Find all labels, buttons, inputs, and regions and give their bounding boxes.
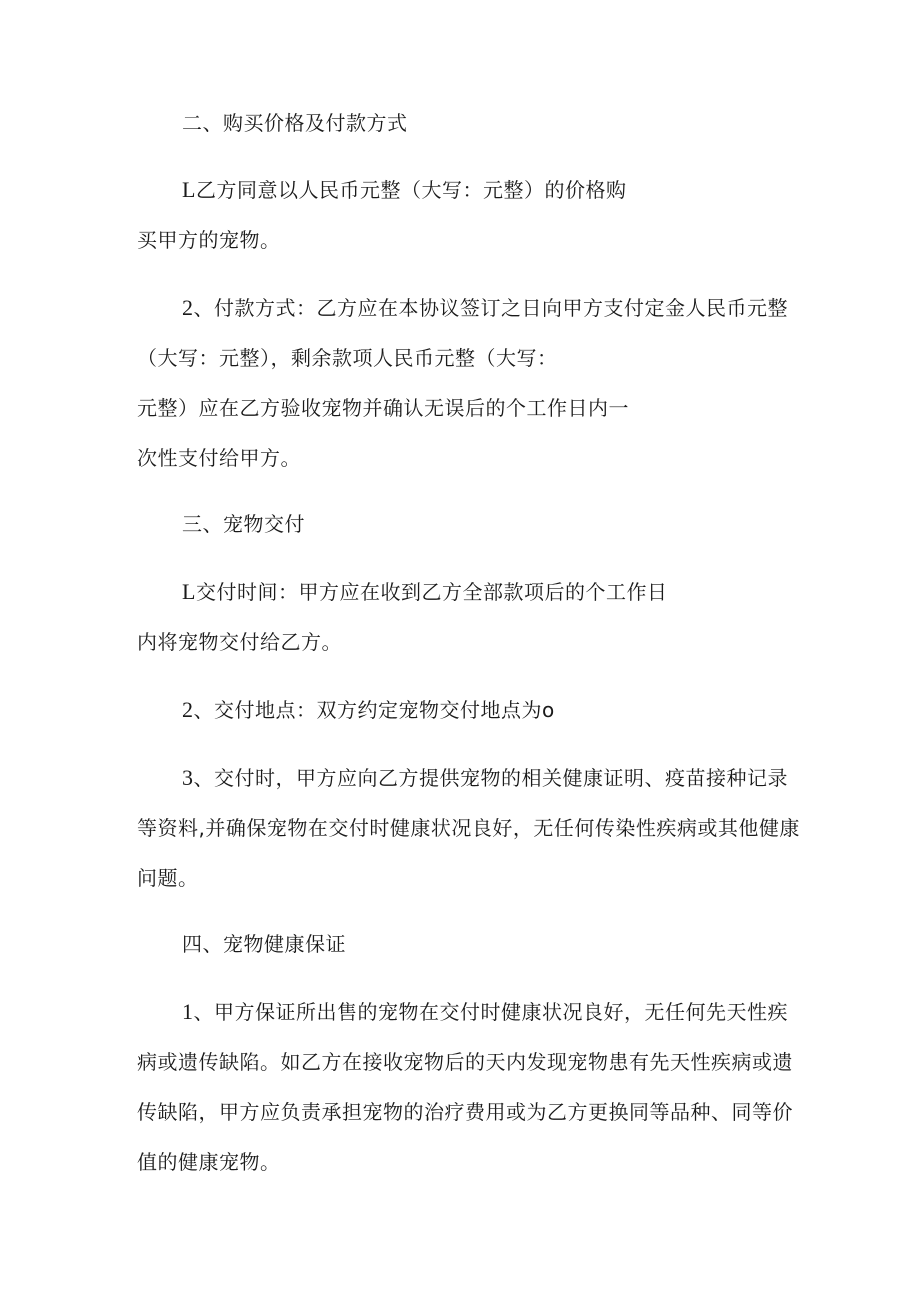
paragraph-line: 病或遗传缺陷。如乙方在接收宠物后的天内发现宠物患有先天性疾病或遗 [137, 1050, 793, 1074]
paragraph-line [182, 764, 788, 792]
paragraph-line: 次性支付给甲方。 [137, 446, 301, 470]
paragraph-line: 元整）应在乙方验收宠物并确认无误后的个工作日内一 [137, 396, 629, 420]
paragraph-line [182, 176, 626, 204]
list-marker: 2 [182, 697, 194, 722]
paragraph-text: 、交付时，甲方应向乙方提供宠物的相关健康证明、疫苗接种记录 [193, 766, 788, 790]
paragraph-line: 问题。 [137, 866, 199, 890]
section-heading-4: 四、宠物健康保证 [182, 932, 346, 956]
paragraph-line: 传缺陷，甲方应负责承担宠物的治疗费用或为乙方更换同等品种、同等价 [137, 1100, 793, 1124]
paragraph-text: 乙方同意以人民币元整（大写：元整）的价格购 [195, 178, 627, 202]
list-marker: 1 [182, 999, 194, 1024]
paragraph-line [182, 998, 788, 1026]
paragraph-text: 交付时间：甲方应在收到乙方全部款项后的个工作日 [195, 580, 668, 604]
list-marker: 2 [182, 295, 194, 320]
paragraph-line: 值的健康宠物。 [137, 1150, 281, 1174]
paragraph-text: 、甲方保证所出售的宠物在交付时健康状况良好，无任何先天性疾 [193, 1000, 788, 1024]
section-heading-2: 二、购买价格及付款方式 [182, 111, 408, 135]
paragraph-line: （大写：元整），剩余款项人民币元整（大写： [137, 346, 558, 370]
paragraph-text: 、付款方式：乙方应在本协议签订之日向甲方支付定金人民币元整 [193, 296, 788, 320]
paragraph-line [182, 294, 788, 322]
list-marker: L [182, 177, 196, 202]
section-heading-3: 三、宠物交付 [182, 512, 305, 536]
paragraph-text: 、交付地点：双方约定宠物交付地点为o [193, 698, 555, 722]
paragraph-line [182, 696, 555, 724]
paragraph-line: 等资料,并确保宠物在交付时健康状况良好，无任何传染性疾病或其他健康 [137, 816, 800, 840]
list-marker: L [182, 579, 196, 604]
paragraph-line: 内将宠物交付给乙方。 [137, 630, 342, 654]
paragraph-line: 买甲方的宠物。 [137, 228, 281, 252]
paragraph-line [182, 578, 667, 606]
list-marker: 3 [182, 765, 194, 790]
